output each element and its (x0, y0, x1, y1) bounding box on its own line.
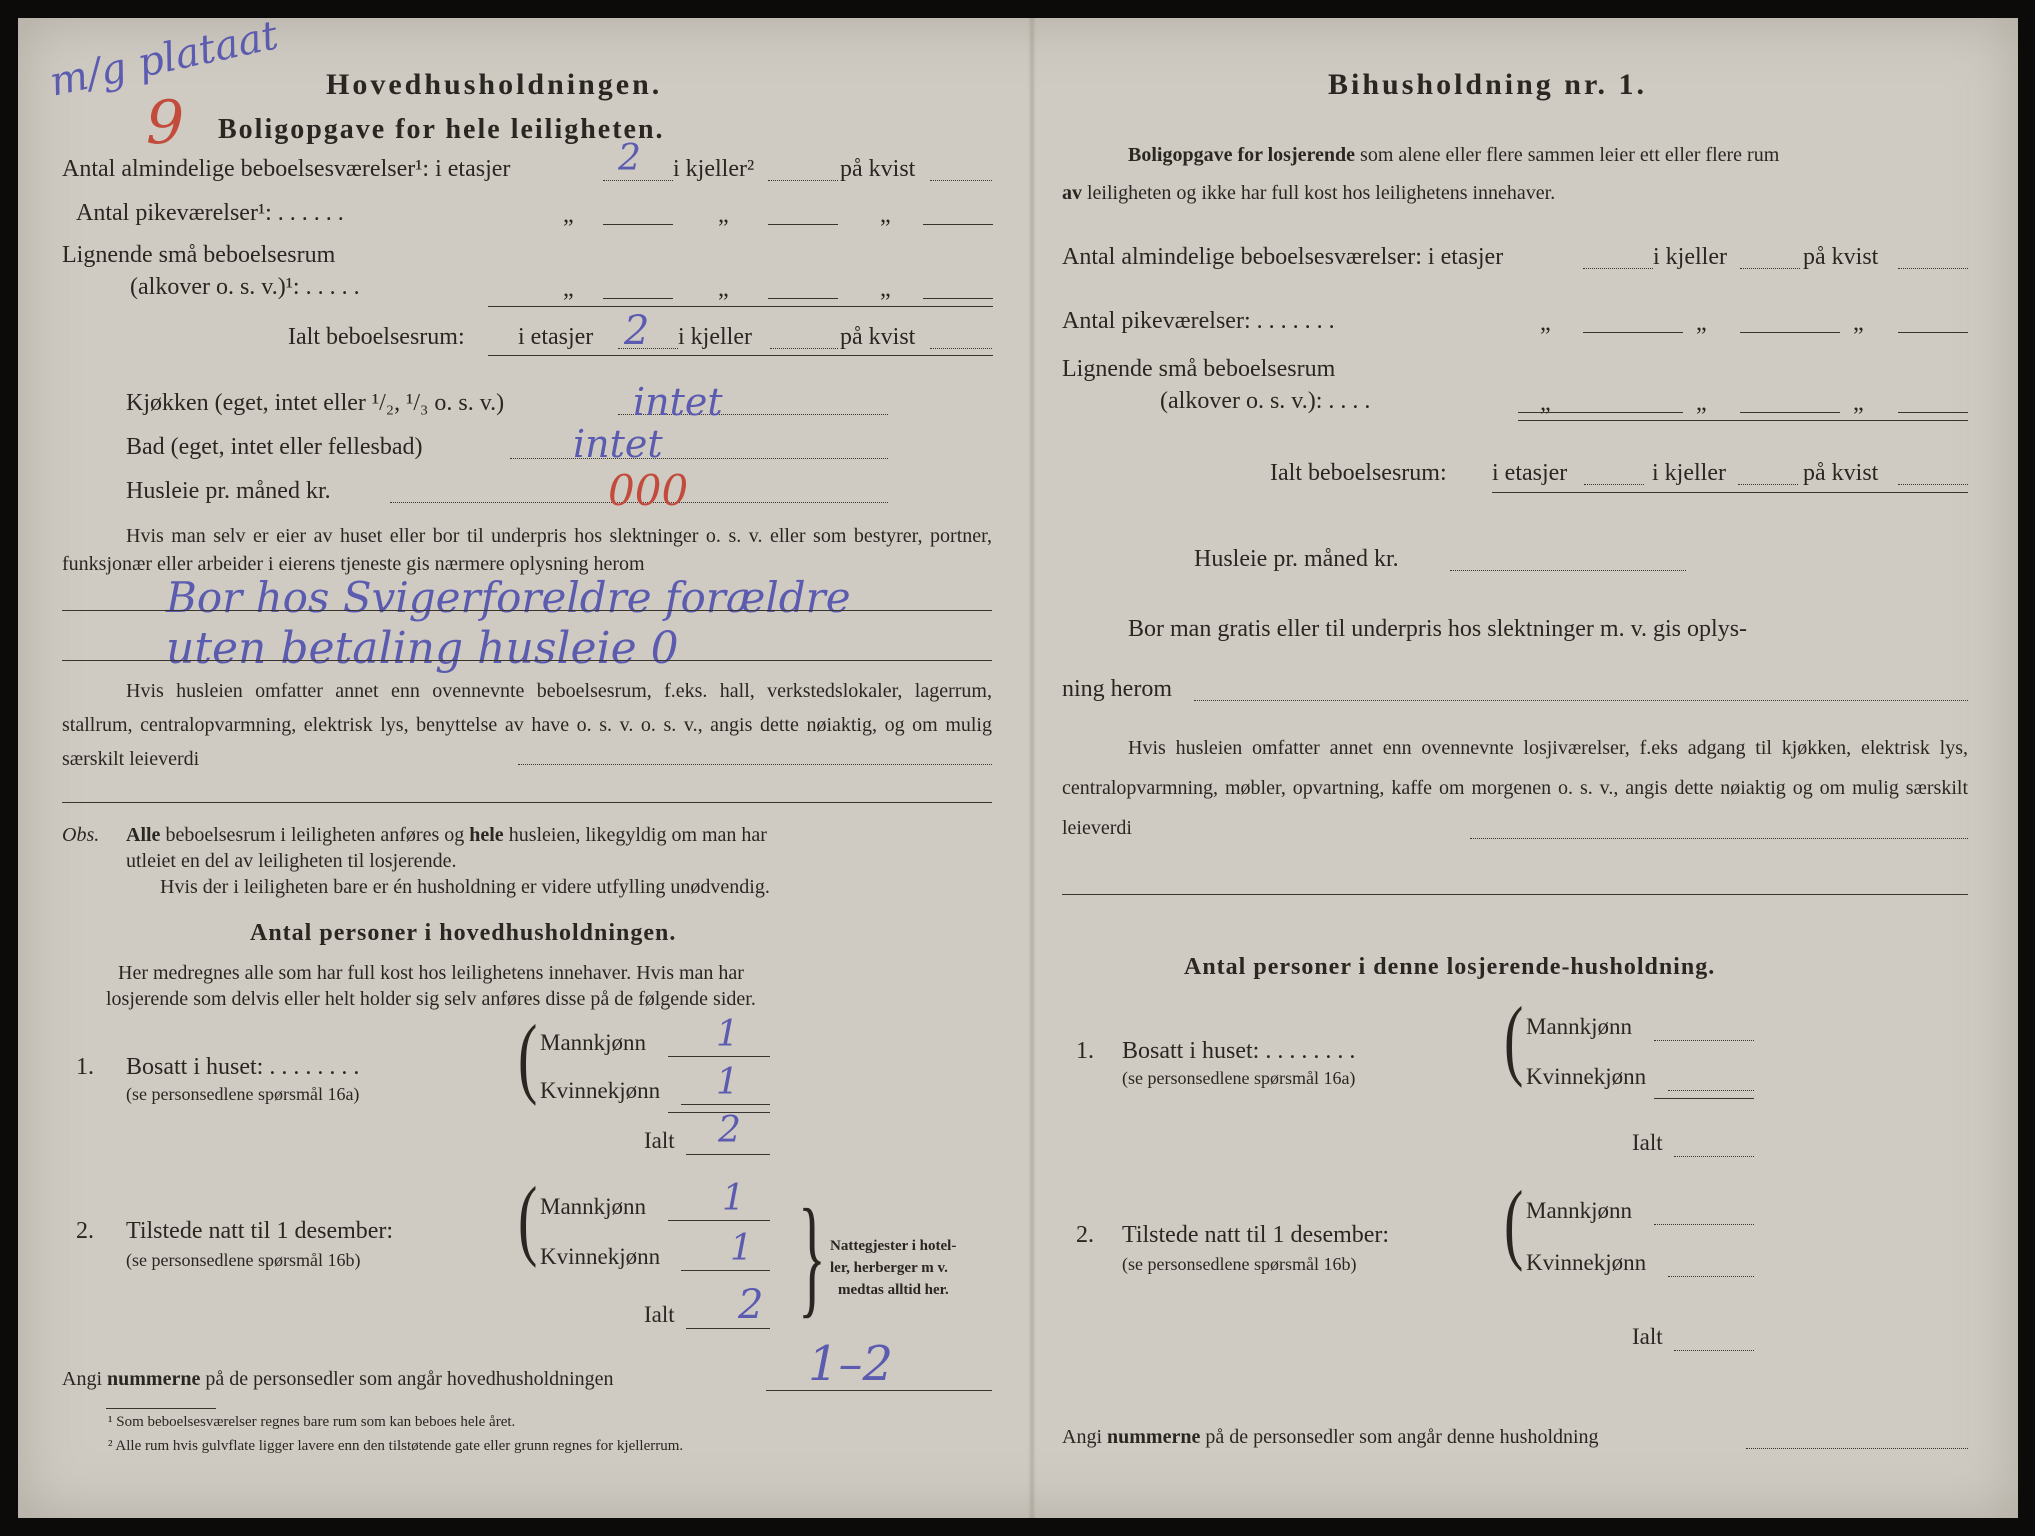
ditto-mark: „ (1540, 310, 1551, 336)
left-omfatter-line[interactable] (62, 802, 992, 803)
right-q1-number: 1. (1076, 1038, 1094, 1064)
left-ialt-label: Ialt beboelsesrum: (288, 324, 465, 350)
left-q1-mann-field[interactable] (668, 1056, 770, 1057)
right-row4-field-1[interactable] (1518, 412, 1683, 413)
right-row4-field-2[interactable] (1740, 412, 1840, 413)
obs-text-1b: husleien, likegyldig om man har (508, 824, 767, 846)
left-q2-number: 2. (76, 1218, 94, 1244)
right-row2-field-3[interactable] (1898, 332, 1968, 333)
left-q1-mann-label: Mannkjønn (540, 1030, 647, 1055)
right-q2-brace: ( (1504, 1171, 1524, 1273)
right-ialt-etasjer-field[interactable] (1584, 484, 1644, 485)
left-husleie-value: 000 (608, 466, 689, 515)
left-eier-handwriting-2: uten betaling husleie 0 (166, 623, 679, 674)
ditto-mark: „ (1853, 310, 1864, 336)
obs-alle: Alle (126, 824, 161, 846)
left-row2-field-3[interactable] (923, 224, 993, 225)
left-personer-text-1: Her medregnes alle som har full kost hos leilighetens innehaver. Hvis man har (118, 962, 744, 984)
left-eier-handwriting-1: Bor hos Svigerforeldre forældre (166, 573, 851, 622)
left-kjokken-label: Kjøkken (eget, intet eller ¹/₂, ¹/₃ o. s. v.) (126, 390, 505, 416)
right-q2-label: Tilstede natt til 1 desember: (1122, 1222, 1390, 1248)
right-intro-av: av (1062, 182, 1082, 204)
right-row4-field-3[interactable] (1898, 412, 1968, 413)
left-row2-label: Antal pikeværelser¹: . . . . . . (76, 200, 344, 226)
right-q1-kvinne-field[interactable] (1668, 1090, 1754, 1091)
right-omfatter-line[interactable] (1062, 894, 1968, 895)
left-q2-kvinne-value: 1 (730, 1228, 753, 1269)
right-husleie-label: Husleie pr. måned kr. (1194, 546, 1399, 572)
right-gratis-text-1: Bor man gratis eller til underpris hos slektninger m. v. gis oplys- (1128, 616, 1748, 642)
left-personer-text-2: losjerende som delvis eller helt holder sig selv anføres disse på de følgende sider. (106, 988, 756, 1010)
left-q2-ialt-label: Ialt (644, 1302, 675, 1327)
right-ialt-kvist-label: på kvist (1803, 460, 1879, 486)
left-ialt-underline (488, 355, 993, 356)
right-q2-ialt-label: Ialt (1632, 1324, 1663, 1349)
left-row1-kvist-field[interactable] (930, 180, 992, 181)
left-eier-line-1[interactable] (62, 610, 992, 611)
left-ialt-kjeller-label: i kjeller (678, 324, 752, 350)
left-q2-ialt-value: 2 (738, 1282, 764, 1328)
obs-hele: hele (469, 824, 504, 846)
right-q2-number: 2. (1076, 1222, 1094, 1248)
nattegjester-note-1: Nattegjester i hotel- (830, 1238, 957, 1254)
left-bad-value: intet (573, 422, 663, 466)
left-q2-mann-field[interactable] (668, 1220, 770, 1221)
handwritten-page-number: 9 (146, 88, 185, 158)
right-husleie-field[interactable] (1450, 570, 1686, 571)
right-q1-kvinne-label: Kvinnekjønn (1526, 1064, 1647, 1089)
angi-nummerne: nummerne (1107, 1426, 1201, 1448)
page-fold (1028, 18, 1036, 1518)
left-q2-kvinne-label: Kvinnekjønn (540, 1244, 661, 1269)
obs-line-2: utleiet en del av leiligheten til losjerende. (126, 850, 457, 872)
right-row1-kvist-field[interactable] (1898, 268, 1968, 269)
left-ialt-etasjer-value: 2 (624, 308, 650, 354)
left-personer-title: Antal personer i hovedhusholdningen. (250, 920, 677, 946)
right-row2-field-1[interactable] (1583, 332, 1683, 333)
left-row4-field-3[interactable] (923, 298, 993, 299)
ditto-mark: „ (563, 276, 574, 302)
left-q1-sub: (se personsedlene spørsmål 16a) (126, 1084, 360, 1104)
left-q1-number: 1. (76, 1054, 94, 1080)
left-row4-field-2[interactable] (768, 298, 838, 299)
angi-pre: Angi (1062, 1426, 1102, 1448)
right-title: Bihusholdning nr. 1. (1328, 68, 1648, 101)
obs-label: Obs. (62, 824, 100, 846)
right-q1-sub: (se personsedlene spørsmål 16a) (1122, 1068, 1356, 1088)
left-kjokken-value: intet (633, 380, 723, 424)
left-angi-value: 1–2 (808, 1336, 894, 1392)
left-q1-kvinne-field[interactable] (681, 1104, 770, 1105)
left-bad-field[interactable] (510, 458, 888, 459)
angi-nummerne: nummerne (107, 1368, 201, 1390)
right-row3-label: Lignende små beboelsesrum (1062, 356, 1336, 382)
right-ialt-underline (1492, 492, 1968, 493)
ditto-mark: „ (1696, 310, 1707, 336)
right-q2-mann-label: Mannkjønn (1526, 1198, 1633, 1223)
right-ialt-kjeller-field[interactable] (1738, 484, 1798, 485)
left-row1-kvist-label: på kvist (840, 156, 916, 182)
left-row2-field-2[interactable] (768, 224, 838, 225)
right-personer-title: Antal personer i denne losjerende-husholdning. (1184, 954, 1716, 980)
left-eier-line-2[interactable] (62, 660, 992, 661)
angi-post: på de personsedler som angår denne husholdning (1205, 1426, 1599, 1448)
footnote-1: ¹ Som beboelsesværelser regnes bare rum som kan beboes hele året. (108, 1414, 516, 1430)
right-q1-brace: ( (1504, 987, 1524, 1089)
right-q2-mann-field[interactable] (1654, 1224, 1754, 1225)
right-q2-kvinne-label: Kvinnekjønn (1526, 1250, 1647, 1275)
right-gratis-field[interactable] (1194, 700, 1968, 701)
left-row2-field-1[interactable] (603, 224, 673, 225)
right-ialt-kjeller-label: i kjeller (1652, 460, 1726, 486)
left-row4-field-1[interactable] (603, 298, 673, 299)
left-q2-sub: (se personsedlene spørsmål 16b) (126, 1250, 361, 1270)
right-row1-label: Antal almindelige beboelsesværelser: i etasjer (1062, 244, 1504, 270)
handwritten-corner-note: m/g plataat (45, 12, 283, 106)
left-q1-kvinne-value: 1 (716, 1062, 739, 1103)
right-q1-label: Bosatt i huset: . . . . . . . . (1122, 1038, 1356, 1064)
obs-line-3: Hvis der i leiligheten bare er én husholdning er videre utfylling unødvendig. (160, 876, 770, 898)
left-q1-brace: ( (518, 1005, 538, 1107)
ditto-mark: „ (563, 202, 574, 228)
left-ialt-kvist-field[interactable] (930, 348, 992, 349)
left-subtitle: Boligopgave for hele leiligheten. (218, 114, 665, 145)
left-bad-label: Bad (eget, intet eller fellesbad) (126, 434, 423, 460)
angi-post: på de personsedler som angår hovedhusholdningen (205, 1368, 614, 1390)
ditto-mark: „ (880, 202, 891, 228)
left-row1-kjeller-label: i kjeller² (673, 156, 755, 182)
left-row1-etasjer-value: 2 (618, 138, 641, 179)
right-q1-ialt-label: Ialt (1632, 1130, 1663, 1155)
right-intro-line-1 (1128, 144, 1779, 167)
left-q2-ialt-field[interactable] (686, 1328, 770, 1329)
right-intro-text-2: leiligheten og ikke har full kost hos leilighetens innehaver. (1087, 182, 1556, 204)
right-q2-sub: (se personsedlene spørsmål 16b) (1122, 1254, 1357, 1274)
ditto-mark: „ (718, 276, 729, 302)
footnote-2: ² Alle rum hvis gulvflate ligger lavere enn den tilstøtende gate eller grunn regnes for kjellerrum. (108, 1438, 684, 1454)
obs-text-1: beboelsesrum i leiligheten anføres og (165, 824, 465, 846)
ditto-mark: „ (1696, 390, 1707, 416)
left-q2-closing-brace: } (798, 1180, 826, 1331)
left-husleie-label: Husleie pr. måned kr. (126, 478, 331, 504)
left-ialt-etasjer-field[interactable] (618, 348, 678, 349)
left-q1-kvinne-label: Kvinnekjønn (540, 1078, 661, 1103)
right-angi-label (1062, 1426, 1599, 1449)
right-row1-kvist-label: på kvist (1803, 244, 1879, 270)
right-row2-label: Antal pikeværelser: . . . . . . . (1062, 308, 1335, 334)
angi-pre: Angi (62, 1368, 102, 1390)
left-q1-ialt-field[interactable] (686, 1154, 770, 1155)
left-angi-label (62, 1368, 614, 1391)
left-sum-rule (488, 306, 993, 307)
right-angi-field[interactable] (1746, 1448, 1968, 1449)
nattegjester-note-2: ler, herberger m v. (830, 1260, 948, 1276)
left-title: Hovedhusholdningen. (326, 68, 663, 101)
right-omfatter-field[interactable] (1470, 838, 1968, 839)
left-q2-kvinne-field[interactable] (681, 1270, 770, 1271)
left-omfatter-field[interactable] (518, 764, 992, 765)
right-row1-kjeller-label: i kjeller (1653, 244, 1727, 270)
right-row2-field-2[interactable] (1740, 332, 1840, 333)
left-q1-label: Bosatt i huset: . . . . . . . . (126, 1054, 360, 1080)
footnote-rule (106, 1408, 216, 1409)
obs-line-1 (126, 824, 767, 847)
nattegjester-note-3: medtas alltid her. (838, 1282, 949, 1298)
left-ialt-etasjer-label: i etasjer (518, 324, 594, 350)
left-q1-ialt-label: Ialt (644, 1128, 675, 1153)
right-q1-ialt-field[interactable] (1674, 1156, 1754, 1157)
left-row1-etasjer-field[interactable] (603, 180, 673, 181)
right-q1-mann-label: Mannkjønn (1526, 1014, 1633, 1039)
ditto-mark: „ (1540, 390, 1551, 416)
left-q1-ialt-value: 2 (718, 1110, 741, 1151)
right-ialt-label: Ialt beboelsesrum: (1270, 460, 1447, 486)
left-q1-mann-value: 1 (716, 1014, 739, 1055)
right-omfatter-text: Hvis husleien omfatter annet enn ovennevnte losjiværelser, f.eks adgang til kjøkken, elektrisk lys, centralopvarmning, møbler, opvartning, kaffe om morgenen o. s. v., angis dette nøiaktig og om mulig særskilt leieverdi (1062, 737, 1968, 839)
right-q2-ialt-field[interactable] (1674, 1350, 1754, 1351)
right-row1-etasjer-field[interactable] (1583, 268, 1653, 269)
left-row3-label: Lignende små beboelsesrum (62, 242, 336, 268)
left-q2-label: Tilstede natt til 1 desember: (126, 1218, 394, 1244)
left-ialt-kvist-label: på kvist (840, 324, 916, 350)
right-gratis-text-2: ning herom (1062, 676, 1172, 702)
left-ialt-kjeller-field[interactable] (770, 348, 838, 349)
right-q1-mann-field[interactable] (1654, 1040, 1754, 1041)
ditto-mark: „ (718, 202, 729, 228)
right-ialt-etasjer-label: i etasjer (1492, 460, 1568, 486)
right-intro-bold: Boligopgave for losjerende (1128, 144, 1356, 166)
left-omfatter-text: Hvis husleien omfatter annet enn ovennevnte beboelsesrum, f.eks. hall, verkstedslokaler, lagerrum, stallrum, centralopvarmning, elektrisk lys, benyttelse av have o. s. v. o. s. v., angis dette nøiaktig, og om mulig særskilt leieverdi (62, 680, 992, 770)
ditto-mark: „ (880, 276, 891, 302)
left-q2-mann-label: Mannkjønn (540, 1194, 647, 1219)
left-row4-label: (alkover o. s. v.)¹: . . . . . (130, 274, 360, 300)
left-q2-mann-value: 1 (722, 1178, 745, 1219)
right-q1-sum-rule (1654, 1098, 1754, 1099)
left-row1-kjeller-field[interactable] (768, 180, 838, 181)
right-ialt-kvist-field[interactable] (1898, 484, 1968, 485)
left-q2-brace: ( (518, 1167, 538, 1269)
right-row1-kjeller-field[interactable] (1740, 268, 1800, 269)
right-intro-text: som alene eller flere sammen leier ett eller flere rum (1360, 144, 1780, 166)
left-row1-label: Antal almindelige beboelsesværelser¹: i etasjer (62, 156, 511, 182)
right-row4-label: (alkover o. s. v.): . . . . (1160, 388, 1371, 414)
right-q2-kvinne-field[interactable] (1668, 1276, 1754, 1277)
ditto-mark: „ (1853, 390, 1864, 416)
right-intro-line-2 (1062, 182, 1555, 205)
left-eier-text: Hvis man selv er eier av huset eller bor til underpris hos slektninger o. s. v. eller som bestyrer, portner, funksjonær eller arbeider i eierens tjeneste gis nærmere oplysning herom (62, 525, 992, 575)
right-sum-rule (1518, 420, 1968, 421)
census-form-sheet (18, 12, 2018, 1518)
